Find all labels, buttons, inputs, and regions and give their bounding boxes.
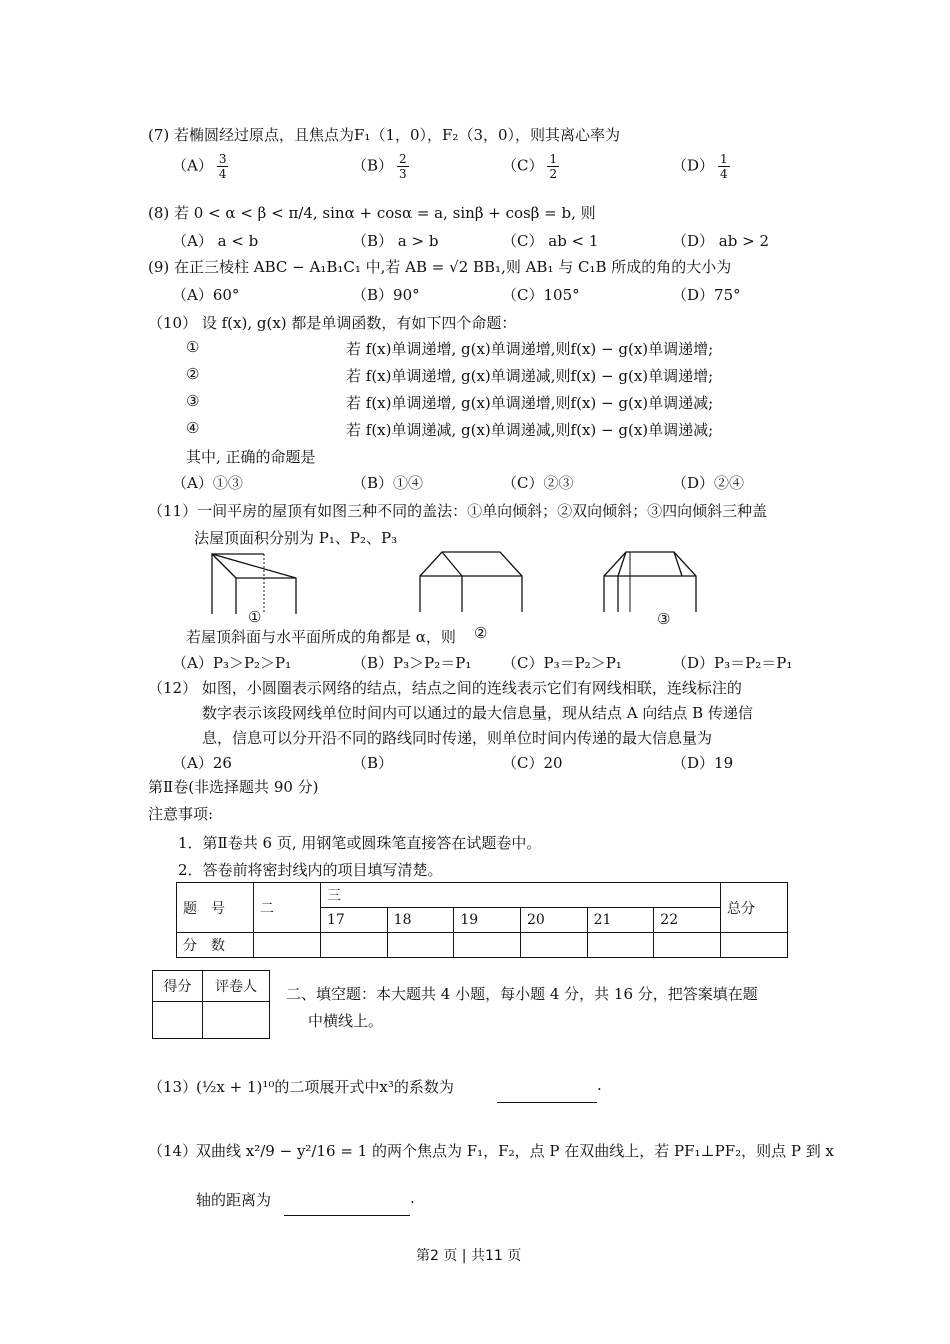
part2-title: 第Ⅱ卷(非选择题共 90 分) [148, 778, 319, 796]
q11-option-b: （B）P₃＞P₂＝P₁ [352, 654, 472, 672]
q10-options [172, 472, 812, 496]
q11-option-d: （D）P₃＝P₂＝P₁ [672, 654, 793, 672]
grader-box-score-cell[interactable] [153, 1002, 203, 1039]
q13-answer-blank[interactable] [497, 1089, 597, 1107]
grader-box [152, 970, 270, 1039]
q14-answer-blank[interactable] [284, 1202, 410, 1220]
score-table-q19: 19 [454, 908, 521, 933]
q9-option-b: （B）90° [352, 286, 420, 304]
q11-option-c: （C）P₃＝P₂＞P₁ [502, 654, 622, 672]
score-table-q18: 18 [387, 908, 454, 933]
q10-prop-3-mark: ③ [186, 392, 200, 410]
grader-box-grader-cell[interactable] [202, 1002, 269, 1039]
q10-prop-1-mark: ① [186, 338, 200, 356]
q9-stem: (9) 在正三棱柱 ABC − A₁B₁C₁ 中,若 AB = √2 BB₁,则 AB₁ 与 C₁B 所成的角的大小为 [148, 258, 732, 276]
q10-prop-4-mark: ④ [186, 419, 200, 437]
q11-options [172, 652, 812, 676]
score-cell[interactable] [721, 933, 788, 958]
score-table-total: 总分 [721, 883, 788, 933]
score-cell[interactable] [654, 933, 721, 958]
score-table-col-two: 二 [254, 883, 321, 933]
q8-option-a: （A） a < b [172, 232, 259, 250]
q13-prefix: （13） [148, 1078, 198, 1096]
score-table-question-label: 题 号 [177, 883, 254, 933]
q10-option-a: （A）①③ [172, 474, 243, 492]
q10-option-b: （B）①④ [352, 474, 424, 492]
q12-option-b: （B） [352, 754, 394, 772]
q9-option-d: （D）75° [672, 286, 741, 304]
roof-figure-1-label: ① [248, 608, 262, 626]
section2-line1: 二、填空题：本大题共 4 小题，每小题 4 分，共 16 分，把答案填在题 [286, 985, 758, 1003]
q7-option-c: （C） $\frac{1}{2}$ [502, 152, 558, 181]
grader-box-score-label: 得分 [153, 971, 203, 1002]
notice-title: 注意事项: [148, 805, 214, 823]
q12-options [172, 752, 812, 776]
q13-end: . [597, 1076, 602, 1094]
score-table [176, 882, 788, 958]
score-cell[interactable] [587, 933, 654, 958]
q12-option-c: （C）20 [502, 754, 563, 772]
q7-option-a: （A） $\frac{3}{4}$ [172, 152, 227, 181]
score-table-score-label: 分 数 [177, 933, 254, 958]
q7-option-d: （D） $\frac{1}{4}$ [672, 152, 728, 181]
q9-option-c: （C）105° [502, 286, 580, 304]
q10-prop-4: 若 f(x)单调递减, g(x)单调递减,则f(x) − g(x)单调递减; [346, 421, 714, 439]
q11-option-a: （A）P₃＞P₂＞P₁ [172, 654, 292, 672]
roof-figure-3-label: ③ [657, 610, 671, 628]
q12-option-a: （A）26 [172, 754, 232, 772]
score-table-q21: 21 [587, 908, 654, 933]
score-table-col-three: 三 [321, 883, 721, 908]
q11-stem-line1: （11）一间平房的屋顶有如图三种不同的盖法：①单向倾斜；②双向倾斜；③四向倾斜三种盖 [148, 502, 768, 520]
q10-prop-3: 若 f(x)单调递增, g(x)单调递增,则f(x) − g(x)单调递减; [346, 394, 714, 412]
page-footer: 第2 页 | 共11 页 [416, 1248, 522, 1264]
roof-figure-2-label: ② [474, 624, 488, 642]
q8-option-c: （C） ab < 1 [502, 232, 599, 250]
q10-prop-2: 若 f(x)单调递增, g(x)单调递减,则f(x) − g(x)单调递增; [346, 367, 714, 385]
q13-text: (½x + 1)¹⁰的二项展开式中x³的系数为 [196, 1078, 454, 1096]
q8-option-b: （B） a > b [352, 232, 439, 250]
q10-conclusion: 其中, 正确的命题是 [186, 448, 316, 466]
score-cell[interactable] [454, 933, 521, 958]
q9-option-a: （A）60° [172, 286, 240, 304]
q9-options [172, 284, 812, 308]
roof-figure-2 [410, 546, 530, 618]
notice-1: 1．第Ⅱ卷共 6 页, 用钢笔或圆珠笔直接答在试题卷中。 [178, 834, 542, 852]
q10-option-d: （D）②④ [672, 474, 745, 492]
q10-prop-2-mark: ② [186, 365, 200, 383]
q12-option-d: （D）19 [672, 754, 734, 772]
section2-line2: 中横线上。 [308, 1012, 384, 1030]
score-cell[interactable] [254, 933, 321, 958]
q12-line2: 数字表示该段网线单位时间内可以通过的最大信息量，现从结点 A 向结点 B 传递信 [202, 704, 753, 722]
q11-condition: 若屋顶斜面与水平面所成的角都是 α，则 [186, 628, 456, 646]
q14-line2: 轴的距离为 [196, 1191, 272, 1209]
q14-prefix: （14） [148, 1142, 198, 1160]
q8-stem: (8) 若 0 < α < β < π/4, sinα + cosα = a, sinβ + cosβ = b, 则 [148, 204, 596, 222]
notice-2: 2．答卷前将密封线内的项目填写清楚。 [178, 861, 443, 879]
roof-figure-3 [596, 546, 706, 618]
q10-prop-1: 若 f(x)单调递增, g(x)单调递增,则f(x) − g(x)单调递增; [346, 340, 714, 358]
q7-options [172, 152, 812, 181]
q10-stem: （10） 设 f(x), g(x) 都是单调函数，有如下四个命题： [148, 314, 517, 332]
score-table-q20: 20 [520, 908, 587, 933]
score-table-q17: 17 [321, 908, 388, 933]
q10-option-c: （C）②③ [502, 474, 574, 492]
q7-stem: (7) 若椭圆经过原点，且焦点为F₁（1，0），F₂（3，0），则其离心率为 [148, 126, 621, 144]
score-cell[interactable] [321, 933, 388, 958]
score-cell[interactable] [387, 933, 454, 958]
q7-option-b: （B） $\frac{2}{3}$ [352, 152, 407, 181]
q12-line3: 息，信息可以分开沿不同的路线同时传递，则单位时间内传递的最大信息量为 [202, 729, 713, 747]
score-table-q22: 22 [654, 908, 721, 933]
q14-line1: 双曲线 x²/9 − y²/16 = 1 的两个焦点为 F₁，F₂，点 P 在双曲线上，若 PF₁⊥PF₂，则点 P 到 x [196, 1142, 834, 1160]
q8-option-d: （D） ab > 2 [672, 232, 769, 250]
q14-end: . [410, 1189, 415, 1207]
q11-stem-line2: 法屋顶面积分别为 P₁、P₂、P₃ [194, 529, 398, 547]
q8-options [172, 230, 812, 254]
q12-line1: （12） 如图，小圆圈表示网络的结点，结点之间的连线表示它们有网线相联，连线标注的 [148, 679, 742, 697]
score-cell[interactable] [520, 933, 587, 958]
grader-box-grader-label: 评卷人 [202, 971, 269, 1002]
